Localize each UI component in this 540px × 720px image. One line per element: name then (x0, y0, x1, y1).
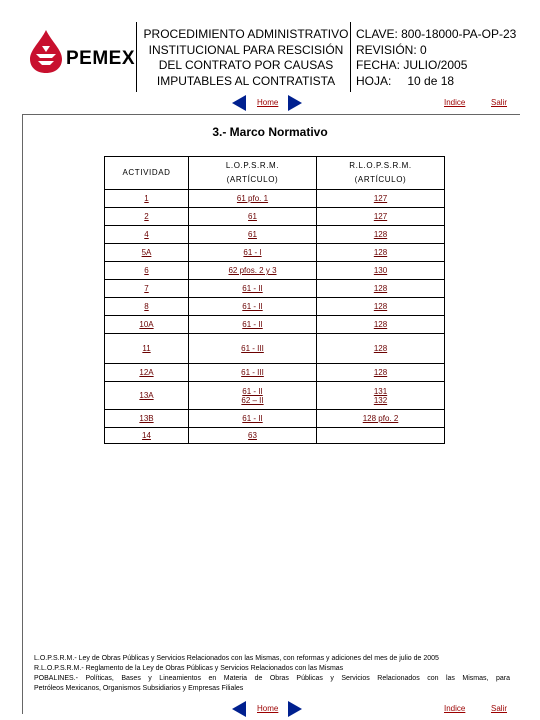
rlopsrm-cell[interactable]: 128 (317, 364, 445, 382)
lopsrm-cell[interactable]: 61 - II (189, 280, 317, 298)
footnote-pobalines: POBALINES.- Políticas, Bases y Lineamientos en Materia de Obras Públicas y Servicios Relacionados con las Mismas, para (34, 675, 510, 682)
rlopsrm-cell[interactable]: 127 (317, 208, 445, 226)
next-arrow-icon[interactable] (288, 95, 302, 111)
pemex-drop-icon (26, 28, 66, 74)
lopsrm-cell[interactable]: 61 - III (189, 334, 317, 364)
lopsrm-cell[interactable]: 63 (189, 428, 317, 444)
document-meta (356, 27, 516, 89)
header-rlopsrm: R.L.O.P.S.R.M. (ARTÍCULO) (317, 157, 445, 190)
prev-arrow-icon[interactable] (232, 701, 246, 717)
actividad-cell[interactable]: 5A (105, 244, 189, 262)
lopsrm-cell[interactable]: 61 - II 62 – II (189, 382, 317, 410)
footnotes (34, 654, 510, 694)
pemex-logo (26, 28, 136, 78)
prev-arrow-icon[interactable] (232, 95, 246, 111)
lopsrm-cell[interactable]: 61 - II (189, 298, 317, 316)
table-row (105, 410, 445, 428)
lopsrm-cell[interactable]: 61 - II (189, 410, 317, 428)
document-header (22, 22, 520, 92)
rlopsrm-cell[interactable]: 128 (317, 316, 445, 334)
actividad-cell[interactable]: 14 (105, 428, 189, 444)
indice-link[interactable]: Indice (444, 704, 466, 713)
table-row (105, 298, 445, 316)
revision-text: REVISIÓN: 0 (356, 42, 427, 57)
actividad-cell[interactable]: 6 (105, 262, 189, 280)
actividad-cell[interactable]: 4 (105, 226, 189, 244)
header-actividad: ACTIVIDAD (105, 157, 189, 190)
next-arrow-icon[interactable] (288, 701, 302, 717)
rlopsrm-cell[interactable]: 131 132 (317, 382, 445, 410)
lopsrm-cell[interactable]: 61 - III (189, 364, 317, 382)
header-divider (136, 22, 137, 92)
title-line: INSTITUCIONAL PARA RESCISIÓN (148, 42, 344, 57)
rlopsrm-cell (317, 428, 445, 444)
marco-normativo-table (104, 156, 445, 444)
footnote-pobalines-cont: Petróleos Mexicanos, Organismos Subsidiarios y Empresas Filiales (34, 685, 244, 692)
rlopsrm-cell[interactable]: 128 pfo. 2 (317, 410, 445, 428)
actividad-cell[interactable]: 1 (105, 190, 189, 208)
lopsrm-cell[interactable]: 61 (189, 208, 317, 226)
actividad-cell[interactable]: 10A (105, 316, 189, 334)
actividad-cell[interactable]: 8 (105, 298, 189, 316)
lopsrm-cell[interactable]: 62 pfos. 2 y 3 (189, 262, 317, 280)
section-title: 3.- Marco Normativo (212, 125, 328, 139)
home-link[interactable]: Home (257, 704, 279, 713)
footnote-lopsrm: L.O.P.S.R.M.- Ley de Obras Públicas y Servicios Relacionados con las Mismas, con reformas y adiciones del mes de julio de 2005 (34, 655, 439, 662)
rlopsrm-cell[interactable]: 128 (317, 244, 445, 262)
salir-link[interactable]: Salir (491, 704, 508, 713)
actividad-cell[interactable]: 7 (105, 280, 189, 298)
clave-text: CLAVE: 800-18000-PA-OP-23 (356, 27, 517, 41)
document-title (140, 27, 352, 89)
actividad-cell[interactable]: 11 (105, 334, 189, 364)
lopsrm-cell[interactable]: 61 - II (189, 316, 317, 334)
table-row (105, 244, 445, 262)
rlopsrm-cell[interactable]: 130 (317, 262, 445, 280)
salir-link[interactable]: Salir (491, 98, 508, 107)
lopsrm-cell[interactable]: 61 pfo. 1 (189, 190, 317, 208)
table-row (105, 208, 445, 226)
rlopsrm-cell[interactable]: 128 (317, 226, 445, 244)
actividad-cell[interactable]: 2 (105, 208, 189, 226)
title-line: DEL CONTRATO POR CAUSAS (158, 58, 334, 72)
table-row (105, 280, 445, 298)
header-lopsrm: L.O.P.S.R.M. (ARTÍCULO) (189, 157, 317, 190)
lopsrm-cell[interactable]: 61 - I (189, 244, 317, 262)
bottom-nav (0, 701, 540, 719)
actividad-cell[interactable]: 12A (105, 364, 189, 382)
title-line: PROCEDIMIENTO ADMINISTRATIVO (143, 27, 349, 41)
table-row (105, 226, 445, 244)
rlopsrm-cell[interactable]: 128 (317, 298, 445, 316)
fecha-text: FECHA: JULIO/2005 (356, 58, 468, 72)
indice-link[interactable]: Indice (444, 98, 466, 107)
table-row (105, 428, 445, 444)
table-row (105, 190, 445, 208)
table-row (105, 316, 445, 334)
lopsrm-cell[interactable]: 61 (189, 226, 317, 244)
rlopsrm-cell[interactable]: 127 (317, 190, 445, 208)
footnote-rlopsrm: R.L.O.P.S.R.M.- Reglamento de la Ley de Obras Públicas y Servicios Relacionados con las Mismas (34, 665, 344, 672)
logo-text: PEMEX (66, 48, 136, 69)
home-link[interactable]: Home (257, 98, 279, 107)
title-line: IMPUTABLES AL CONTRATISTA (156, 73, 336, 88)
hoja-text: HOJA: 10 de 18 (356, 73, 455, 88)
actividad-cell[interactable]: 13B (105, 410, 189, 428)
rlopsrm-cell[interactable]: 128 (317, 334, 445, 364)
actividad-cell[interactable]: 13A (105, 382, 189, 410)
table-row (105, 382, 445, 410)
top-nav (0, 95, 540, 113)
rlopsrm-cell[interactable]: 128 (317, 280, 445, 298)
table-row (105, 334, 445, 364)
table-row (105, 262, 445, 280)
table-row (105, 364, 445, 382)
